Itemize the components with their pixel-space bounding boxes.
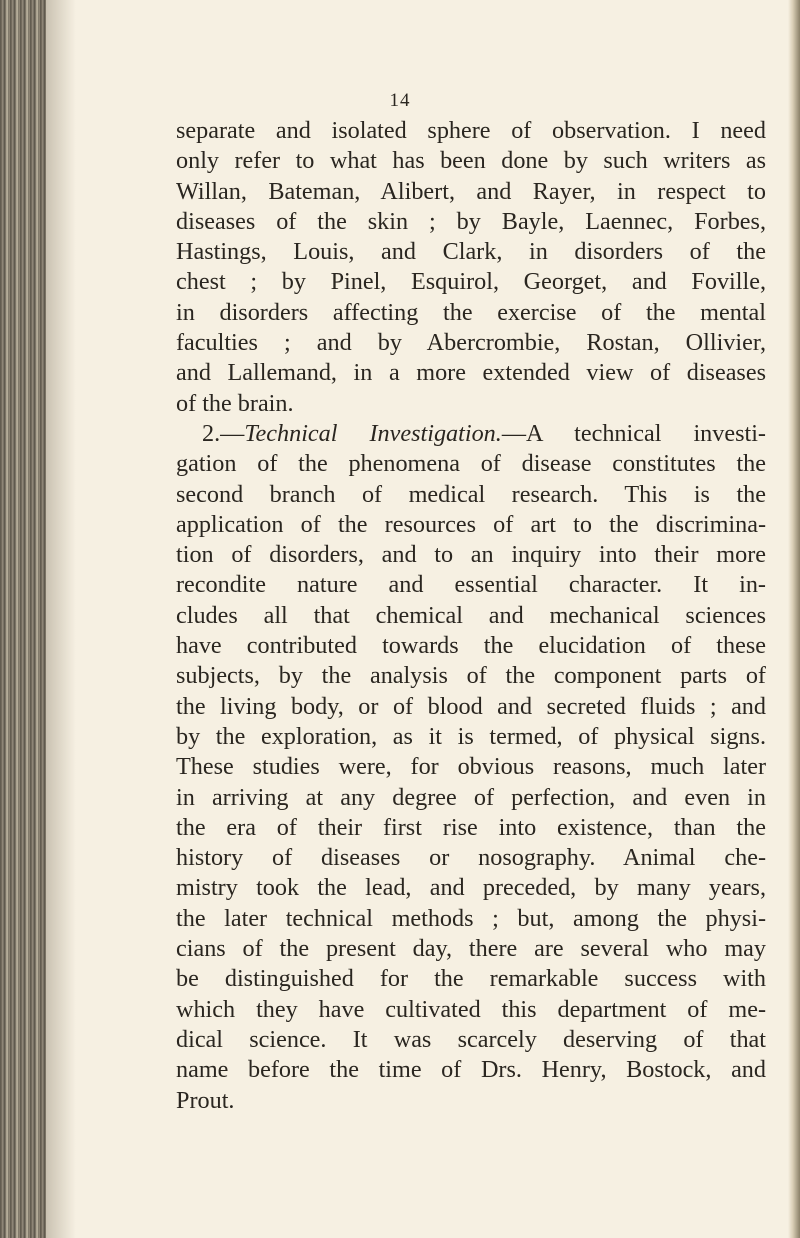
text-line: and Lallemand, in a more extended view of diseases: [176, 359, 766, 387]
text-line: name before the time of Drs. Henry, Bostock, and: [176, 1056, 766, 1084]
text-line: by the exploration, as it is termed, of physical signs.: [176, 722, 766, 750]
text-line: the later technical methods ; but, among the physi-: [176, 904, 766, 932]
text-line: recondite nature and essential character. It in-: [176, 571, 766, 599]
section-title: Technical Investigation.: [244, 419, 502, 447]
text-line: have contributed towards the elucidation of these: [176, 632, 766, 660]
text-line: chest ; by Pinel, Esquirol, Georget, and Foville,: [176, 268, 766, 296]
text-line: faculties ; and by Abercrombie, Rostan, Ollivier,: [176, 329, 766, 357]
text-line: in arriving at any degree of perfection, and even in: [176, 783, 766, 811]
text-line: tion of disorders, and to an inquiry into their more: [176, 541, 766, 569]
text-line: These studies were, for obvious reasons, much later: [176, 753, 766, 781]
section-number: 2.—: [202, 419, 245, 447]
text-line: be distinguished for the remarkable success with: [176, 965, 766, 993]
text-line: separate and isolated sphere of observation. I need: [176, 117, 766, 144]
page-edge: [788, 0, 800, 1238]
text-line: Hastings, Louis, and Clark, in disorders of the: [176, 238, 766, 266]
text-line: gation of the phenomena of disease constitutes the: [176, 450, 766, 478]
text-line: the living body, or of blood and secreted fluids ; and: [176, 692, 766, 720]
text-line: Prout.: [176, 1086, 235, 1114]
text-line: Willan, Bateman, Alibert, and Rayer, in respect to: [176, 177, 766, 205]
text-line: only refer to what has been done by such writers as: [176, 147, 766, 175]
text-line: dical science. It was scarcely deserving of that: [176, 1025, 766, 1053]
text-line: cians of the present day, there are several who may: [176, 935, 766, 963]
text-line: subjects, by the analysis of the component parts of: [176, 662, 766, 690]
text-line: which they have cultivated this department of me-: [176, 995, 766, 1023]
page-number: 14: [389, 90, 411, 111]
text-line: application of the resources of art to the discrimina-: [176, 510, 766, 538]
body-text: [176, 116, 766, 1116]
section-first-line: —A technical investi-: [501, 419, 766, 447]
text-line: history of diseases or nosography. Animal che-: [176, 844, 766, 872]
text-line: of the brain.: [176, 389, 294, 417]
text-line: second branch of medical research. This is the: [176, 480, 766, 508]
text-line: mistry took the lead, and preceded, by many years,: [176, 874, 766, 902]
text-line: the era of their first rise into existence, than the: [176, 813, 766, 841]
text-line: cludes all that chemical and mechanical sciences: [176, 601, 766, 629]
book-binding-edge: [0, 0, 46, 1238]
text-line: diseases of the skin ; by Bayle, Laennec, Forbes,: [176, 207, 766, 235]
binding-shadow: [46, 0, 76, 1238]
text-line: in disorders affecting the exercise of the mental: [176, 298, 766, 326]
section-heading-line: [176, 419, 766, 449]
